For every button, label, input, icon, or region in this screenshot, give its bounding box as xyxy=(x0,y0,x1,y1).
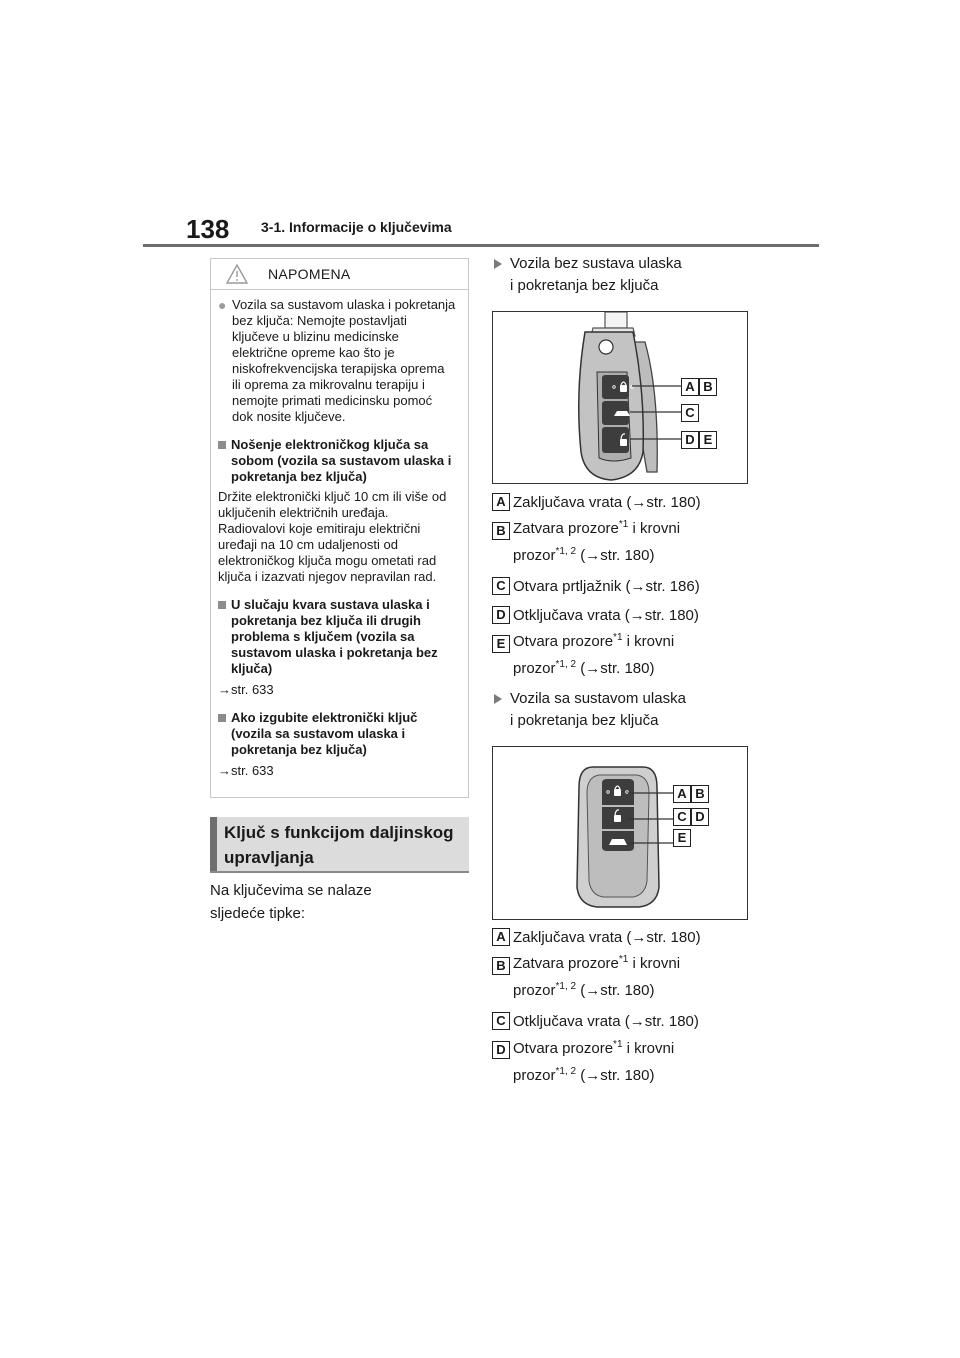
notice-item-text: Držite elektronički ključ 10 cm ili više od uključenih električnih uređaja. Radiovalovi koje emitiraju električni uređaji na 10 cm udaljenosti od elektroničkog ključa mogu ometati rad ključa i izazvati njegov nepravilan rad. xyxy=(218,489,447,584)
legend-letter: E xyxy=(492,635,510,653)
section-heading xyxy=(210,817,469,873)
legend-text: Zatvara prozore$^{*1}$ i krovni xyxy=(513,519,681,537)
legend-text-continued: prozor$^{*1, 2}$ (→str. 180) xyxy=(513,546,655,564)
legend-text: Otključava vrata (→str. 180) xyxy=(513,1013,699,1030)
legend-letter: B xyxy=(492,957,510,975)
legend-text: Otvara prtljažnik (→str. 186) xyxy=(513,578,700,595)
section-heading-bar xyxy=(210,817,217,871)
vehicle-type-heading xyxy=(510,688,686,732)
legend-text: Zaključava vrata (→str. 180) xyxy=(513,494,701,511)
section-intro-line: sljedeće tipke: xyxy=(210,905,306,922)
vehicle-type-heading xyxy=(510,253,682,297)
header-rule xyxy=(143,244,819,247)
legend-text: Zatvara prozore$^{*1}$ i krovni xyxy=(513,954,681,972)
vehicle-type-line: i pokretanja bez ključa xyxy=(510,277,659,294)
notice-bullet-text: Vozila sa sustavom ulaska i pokretanja bez ključa: Nemojte postavljati ključeve u blizinu medicinske električne opreme kao što je niskofrekvencijska terapijska oprema ili oprema za mikrovalnu terapiju i nemojte primati medicinsku pomoć dok nosite ključeve. xyxy=(232,297,456,424)
legend-text-continued: prozor$^{*1, 2}$ (→str. 180) xyxy=(513,1066,655,1084)
key-figure-smart xyxy=(492,746,748,920)
section-heading-line: Ključ s funkcijom daljinskog xyxy=(224,823,454,842)
triangle-bullet-icon xyxy=(494,259,502,269)
figure-label-e: E xyxy=(673,829,691,847)
page-number: 138 xyxy=(186,214,230,244)
square-bullet-icon xyxy=(218,441,226,449)
notice-item-heading-text: Nošenje elektroničkog ključa sa sobom (vozila sa sustavom ulaska i pokretanja bez ključa) xyxy=(231,437,452,484)
figure-label-c: C xyxy=(673,808,691,826)
warning-triangle-icon xyxy=(226,264,248,284)
legend-text-continued: prozor$^{*1, 2}$ (→str. 180) xyxy=(513,981,655,999)
legend-letter: D xyxy=(492,606,510,624)
section-heading-line: upravljanja xyxy=(224,848,314,867)
vehicle-type-line: i pokretanja bez ključa xyxy=(510,712,659,729)
figure-label-a: A xyxy=(673,785,691,803)
vehicle-type-line: Vozila bez sustava ulaska xyxy=(510,255,682,272)
figure-label-b: B xyxy=(699,378,717,396)
figure-label-a: A xyxy=(681,378,699,396)
vehicle-type-line: Vozila sa sustavom ulaska xyxy=(510,690,686,707)
figure-label-b: B xyxy=(691,785,709,803)
key-figure-flip xyxy=(492,311,748,484)
square-bullet-icon xyxy=(218,601,226,609)
triangle-bullet-icon xyxy=(494,694,502,704)
legend-text: Zaključava vrata (→str. 180) xyxy=(513,929,701,946)
legend-letter: B xyxy=(492,522,510,540)
bullet-dot-icon: ● xyxy=(218,297,227,313)
legend-text: Otključava vrata (→str. 180) xyxy=(513,607,699,624)
smart-key-illustration xyxy=(493,747,747,919)
section-heading-text xyxy=(224,820,454,870)
notice-item-heading xyxy=(218,710,456,758)
figure-label-e: E xyxy=(699,431,717,449)
section-intro-line: Na ključevima se nalaze xyxy=(210,882,372,899)
notice-title: NAPOMENA xyxy=(268,266,351,282)
legend-letter: D xyxy=(492,1041,510,1059)
legend-letter: C xyxy=(492,1012,510,1030)
notice-bullet xyxy=(218,297,456,425)
notice-item-heading-text: U slučaju kvara sustava ulaska i pokretanja bez ključa ili drugih problema s ključem (vozila sa sustavom ulaska i pokretanja bez ključa) xyxy=(231,597,438,676)
legend-text: Otvara prozore$^{*1}$ i krovni xyxy=(513,1039,675,1057)
notice-item-heading xyxy=(218,437,456,485)
flip-key-illustration xyxy=(493,312,747,483)
legend-text: Otvara prozore$^{*1}$ i krovni xyxy=(513,632,675,650)
notice-box xyxy=(210,258,469,798)
page-reference: →str. 633 xyxy=(218,682,274,697)
square-bullet-icon xyxy=(218,714,226,722)
page-reference: →str. 633 xyxy=(218,763,274,778)
notice-header xyxy=(211,259,468,290)
legend-letter: A xyxy=(492,493,510,511)
legend-letter: C xyxy=(492,577,510,595)
figure-label-d: D xyxy=(681,431,699,449)
notice-item-heading-text: Ako izgubite elektronički ključ (vozila sa sustavom ulaska i pokretanja bez ključa) xyxy=(231,710,418,757)
chapter-title: 3-1. Informacije o ključevima xyxy=(261,219,452,235)
figure-label-d: D xyxy=(691,808,709,826)
notice-item-heading xyxy=(218,597,456,677)
legend-text-continued: prozor$^{*1, 2}$ (→str. 180) xyxy=(513,659,655,677)
figure-label-c: C xyxy=(681,404,699,422)
legend-letter: A xyxy=(492,928,510,946)
section-intro xyxy=(210,879,469,925)
notice-body xyxy=(211,290,468,779)
